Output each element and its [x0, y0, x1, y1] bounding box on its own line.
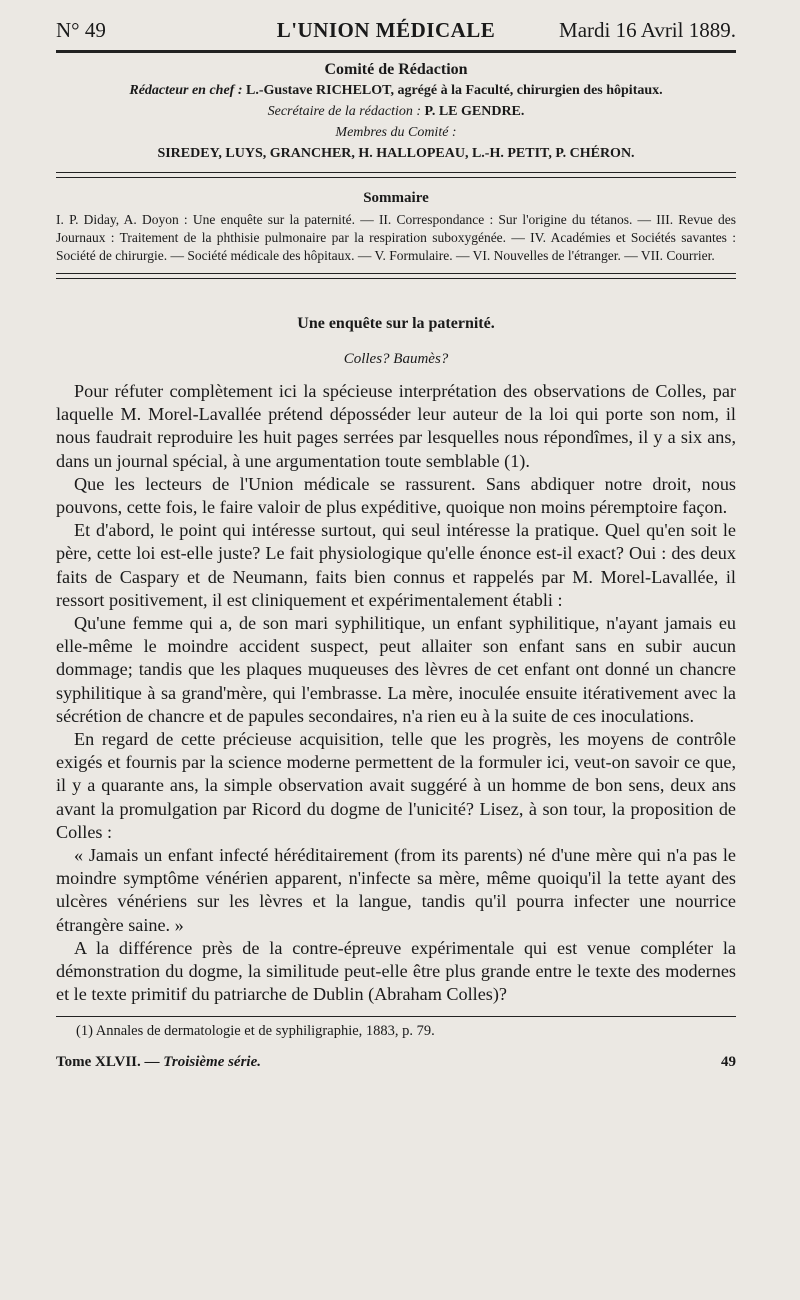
paragraph: En regard de cette précieuse acquisition, telle que les progrès, les moyens de contrôle exigés et fournis par la science moderne permettent de la formuler ici, veut-on savoir ce que, il y a quarante ans, la simple observation avait suggéré à un homme de bon sens, deux ans avant la promulgation par Ricord du dogme de l'unicité? Lisez, à son tour, la proposition de Colles : — [56, 729, 736, 842]
paragraph: « Jamais un enfant infecté héréditairement (from its parents) né d'une mère qui n'a pas le moindre symptôme vénérien apparent, n'infecte sa mère, même quoiqu'il la tette ayant des ulcères vénériens sur les lèvres et la langue, tandis qu'il pourra infecter une nourrice étrangère saine. » — [56, 845, 736, 935]
paragraph: Pour réfuter complètement ici la spécieuse interprétation des observations de Colles, par laquelle M. Morel-Lavallée prétend déposséder leur auteur de la loi qui porte son nom, il nous faudrait reproduire les huit pages serrées par lesquelles nous répondîmes, il y a six ans, dans un journal spécial, à une argumentation toute semblable (1). — [56, 381, 736, 471]
committee-block — [56, 59, 736, 164]
series-label: Troisième série. — [163, 1054, 262, 1071]
page-number: 49 — [721, 1054, 736, 1071]
committee-title: Comité de Rédaction — [324, 61, 468, 78]
sommaire-rule — [56, 273, 736, 279]
editor-label: Rédacteur en chef : — [129, 83, 243, 98]
issue-date: Mardi 16 Avril 1889. — [559, 18, 736, 42]
committee-rule — [56, 172, 736, 178]
sommaire-text: I. P. Diday, A. Doyon : Une enquête sur la paternité. — II. Correspondance : Sur l'origine du tétanos. — III. Revue des Journaux : Traitement de la phthisie pulmonaire par la respiration suboxygénée. — IV. Académies et Sociétés savantes : Société de chirurgie. — Société médicale des hôpitaux. — V. Formulaire. — VI. Nouvelles de l'étranger. — VII. Courrier. — [56, 212, 736, 263]
footnote: (1) Annales de dermatologie et de syphiligraphie, 1883, p. 79. — [76, 1023, 435, 1040]
article-title: Une enquête sur la paternité. — [297, 315, 495, 332]
article-subtitle: Colles? Baumès? — [343, 351, 449, 367]
footnote-rule — [56, 1016, 736, 1017]
paragraph: A la différence près de la contre-épreuve expérimentale qui est venue compléter la démonstration du dogme, la similitude peut-elle être plus grande entre le texte des modernes et le texte primitif du patriarche de Dublin (Abraham Colles)? — [56, 937, 736, 1005]
journal-title: L'UNION MÉDICALE — [276, 18, 496, 42]
members-list: SIREDEY, LUYS, GRANCHER, H. HALLOPEAU, L.-H. PETIT, P. CHÉRON. — [157, 146, 635, 161]
masthead — [56, 18, 736, 50]
secretary-line — [56, 101, 736, 122]
members-label: Membres du Comité : — [335, 125, 457, 140]
sommaire-title: Sommaire — [363, 190, 429, 206]
tome-label: Tome XLVII. — — [56, 1054, 160, 1071]
page-footer — [56, 1054, 736, 1071]
paragraph: Que les lecteurs de l'Union médicale se rassurent. Sans abdiquer notre droit, nous pouvons, cette fois, le faire valoir de plus expéditive, quoique non moins péremptoire façon. — [56, 473, 736, 518]
top-rule — [56, 50, 736, 53]
editor-name: L.-Gustave RICHELOT, agrégé à la Faculté, chirurgien des hôpitaux. — [246, 83, 663, 98]
secretary-name: P. LE GENDRE. — [424, 104, 525, 119]
paragraph: Qu'une femme qui a, de son mari syphilitique, un enfant syphilitique, n'ayant jamais eu elle-même le moindre accident suspect, peut allaiter son enfant sans en subir aucun dommage; tandis que les plaques muqueuses des lèvres de cet enfant ont donné un chancre syphilitique à sa grand'mère, qui l'embrasse. La mère, inoculée ensuite itérativement avec la sécrétion de chancre et de papules secondaires, n'a rien eu à la suite de ces inoculations. — [56, 613, 736, 726]
secretary-label: Secrétaire de la rédaction : — [267, 104, 422, 119]
article-body — [56, 380, 736, 1006]
editor-line — [56, 80, 736, 101]
issue-number: N° 49 — [56, 18, 106, 42]
paragraph: Et d'abord, le point qui intéresse surtout, qui seul intéresse la pratique. Quel qu'en soit le père, cette loi est-elle juste? Le fait physiologique qu'elle énonce est-il exact? Oui : des deux faits de Caspary et de Neumann, faits bien connus et rappelés par M. Morel-Lavallée, il ressort positivement, il est cliniquement et expérimentalement établi : — [56, 520, 736, 610]
tome-info — [56, 1054, 261, 1071]
